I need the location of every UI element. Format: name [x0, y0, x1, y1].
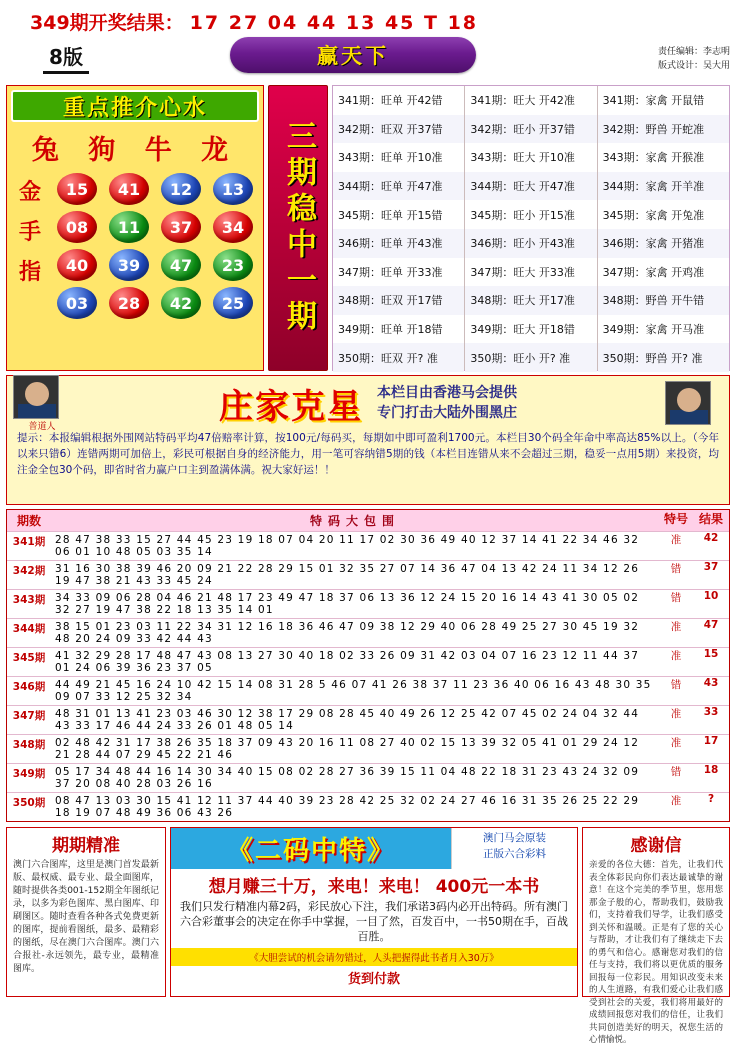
forecast-row: 341期：旺单 开42错 [338, 94, 443, 108]
forecast-col-animal [598, 86, 729, 370]
table-row [7, 589, 729, 618]
cell-period: 347期 [12, 710, 46, 722]
table-row [7, 734, 729, 763]
center-pay-note: 货到付款 [347, 972, 400, 987]
ball: 13 [213, 173, 253, 205]
ball: 11 [109, 211, 149, 243]
table-header-row [7, 510, 729, 531]
cell-result: 15 [703, 648, 719, 660]
cell-period: 345期 [12, 652, 46, 664]
cell-result: 33 [703, 706, 719, 718]
forecast-row: 350期：旺双 开? 准 [333, 343, 464, 372]
recommend-title: 重点推介心水 [62, 95, 207, 121]
ball: 12 [161, 173, 201, 205]
center-side-line2: 正版六合彩料 [483, 848, 546, 860]
cell-special: 错 [670, 563, 682, 575]
cell-special: 错 [670, 592, 682, 604]
cell-special: 准 [670, 795, 682, 807]
forecast-row: 342期：旺小 开37错 [465, 115, 596, 144]
table-row [7, 676, 729, 705]
header-row [6, 37, 730, 83]
bottom-col-right [582, 827, 730, 1045]
forecast-row: 348期：野兽 开牛错 [598, 286, 729, 315]
table-row [7, 531, 729, 560]
credit-designer: 版式设计：吴大用 [657, 61, 730, 71]
forecast-row: 341期：旺大 开42准 [470, 94, 575, 108]
avatar [13, 375, 59, 419]
cell-result: 17 [703, 735, 719, 747]
result-label: 349期开奖结果： [30, 12, 184, 34]
center-banner-side [451, 828, 577, 869]
ball: 47 [161, 249, 201, 281]
forecast-row: 343期：家禽 开猴准 [602, 151, 705, 165]
forecast-row: 347期：旺单 开33准 [338, 265, 443, 279]
promo-title [71, 379, 665, 428]
cell-numbers: 34 33 09 06 28 04 46 21 48 17 23 49 47 18 37 06 13 36 12 24 15 20 16 14 43 41 30 05 02 32 27 19 47 38 22 18 13 35 14 01 [55, 592, 640, 616]
cell-period: 350期 [12, 797, 46, 809]
center-banner [171, 828, 451, 869]
avatar-caption: 普道人 [28, 421, 56, 432]
forecast-row: 350期：旺小 开? 准 [465, 343, 596, 372]
ball: 28 [109, 287, 149, 319]
cell-numbers: 05 17 34 48 44 16 14 30 34 40 15 08 02 28 27 36 39 15 11 04 48 22 18 31 23 43 24 32 09 37 20 08 40 28 03 26 16 [55, 766, 640, 790]
table-row [7, 560, 729, 589]
forecast-row: 346期：旺单 开43准 [333, 229, 464, 258]
cell-numbers: 28 47 38 33 15 27 44 45 23 19 18 07 04 20 11 17 02 30 36 49 40 12 37 14 41 22 34 46 32 06 01 10 48 05 03 35 14 [55, 534, 640, 558]
table-row [7, 792, 729, 821]
table-row [7, 647, 729, 676]
center-body: 我们只发行精准内幕2码，彩民放心下注，我们承诺3码内必开出特码。所有澳门六合彩董事会的决定在你手中掌握，一目了然，百发百中，一书50期在手，百战百胜。 [180, 900, 568, 943]
cell-numbers: 08 47 13 03 30 15 41 12 11 37 44 40 39 23 28 42 25 32 02 24 27 46 16 31 35 26 25 22 29 18 19 07 48 49 36 06 43 26 [55, 795, 640, 819]
cell-special: 准 [670, 708, 682, 720]
cell-special: 准 [670, 621, 682, 633]
recommend-body [7, 169, 263, 325]
cell-result: 37 [703, 561, 719, 573]
cell-result: 47 [703, 619, 719, 631]
cell-numbers: 44 49 21 45 16 24 10 42 15 14 08 31 28 5 46 07 41 26 38 37 11 23 36 40 06 16 43 48 30 35 09 07 33 12 25 32 34 [55, 679, 652, 703]
col-header-period: 期数 [16, 514, 41, 528]
vertical-banner [268, 85, 328, 371]
ball: 25 [213, 287, 253, 319]
forecast-row: 342期：旺双 开37错 [333, 115, 464, 144]
ball: 34 [213, 211, 253, 243]
credit-editor: 责任编辑：李志明 [657, 47, 730, 57]
cell-result: 10 [703, 590, 719, 602]
cell-numbers: 41 32 29 28 17 48 47 43 08 13 27 30 40 18 02 33 26 09 31 42 03 04 07 16 23 12 11 44 37 01 24 06 39 36 23 37 05 [55, 650, 640, 674]
bottom-col-left [6, 827, 166, 997]
avatar-left-wrap [13, 375, 71, 432]
promo-title-sub [377, 383, 517, 423]
edition-label: 8版 [43, 41, 89, 74]
center-top-row [171, 828, 577, 869]
forecast-row: 345期：家禽 开兔准 [602, 208, 705, 222]
vertical-banner-text: 三期稳中一期 [281, 120, 316, 336]
forecast-row: 343期：旺大 开10准 [470, 151, 575, 165]
main-data-table [6, 509, 730, 822]
cell-special: 准 [670, 534, 682, 546]
ball: 39 [109, 249, 149, 281]
ball: 41 [109, 173, 149, 205]
forecast-row: 348期：旺双 开17错 [333, 286, 464, 315]
logo-wrap [126, 37, 580, 73]
cell-special: 准 [670, 737, 682, 749]
result-numbers: 17 27 04 44 13 45 T 18 [189, 12, 479, 34]
bottom-right-title: 感谢信 [630, 836, 682, 856]
center-side-line1: 澳门马会原装 [483, 832, 546, 844]
forecast-col-big-small [465, 86, 597, 370]
bottom-section [6, 827, 730, 1045]
cell-period: 343期 [12, 594, 46, 606]
forecast-row: 345期：旺小 开15准 [470, 208, 575, 222]
table-row [7, 763, 729, 792]
cell-period: 341期 [12, 536, 46, 548]
cell-numbers: 31 16 30 38 39 46 20 09 21 22 28 29 15 01 32 35 27 07 14 36 47 04 13 42 24 11 34 12 26 19 47 38 21 43 33 45 24 [55, 563, 640, 587]
center-foot-note: 《大胆尝试的机会请勿错过，人头把握得此书者月入30万》 [171, 948, 577, 966]
promo-top [7, 376, 729, 430]
center-headline: 想月赚三十万，来电！来电！ 400元一本书 [208, 877, 540, 897]
col-header-result: 结果 [698, 512, 723, 526]
forecast-row: 343期：旺单 开10准 [338, 151, 443, 165]
promo-title-main: 庄家克星 [219, 386, 363, 427]
forecast-row: 345期：旺单 开15错 [338, 208, 443, 222]
forecast-row: 347期：旺大 开33准 [470, 265, 575, 279]
forecast-columns [332, 85, 730, 371]
ball-grid [53, 169, 263, 325]
forecast-col-odd-even [333, 86, 465, 370]
masthead-logo [230, 37, 476, 73]
table-row [7, 618, 729, 647]
ball: 03 [57, 287, 97, 319]
ball: 15 [57, 173, 97, 205]
recommend-side-label: 金 手 指 [18, 180, 41, 285]
cell-numbers: 48 31 01 13 41 23 03 46 30 12 38 17 29 08 28 45 40 49 26 12 25 42 07 45 02 24 04 32 44 43 33 17 46 44 24 33 26 01 48 05 14 [55, 708, 640, 732]
forecast-row: 349期：旺单 开18错 [338, 323, 443, 337]
cell-period: 342期 [12, 565, 46, 577]
cell-special: 准 [670, 650, 682, 662]
col-header-special: 特号 [663, 512, 688, 526]
forecast-table [332, 85, 730, 371]
logo-text: 赢天下 [317, 44, 389, 68]
cell-period: 346期 [12, 681, 46, 693]
recommend-title-bar [11, 90, 259, 122]
col-header-numbers: 特码大包围 [309, 514, 400, 528]
cell-result: 18 [703, 764, 719, 776]
edition-wrap [6, 37, 126, 74]
upper-section [6, 85, 730, 371]
bottom-col-center [170, 827, 578, 997]
forecast-row: 346期：家禽 开猪准 [598, 229, 729, 258]
forecast-row: 341期：家禽 开鼠错 [602, 94, 705, 108]
forecast-row: 349期：旺大 开18错 [470, 323, 575, 337]
cell-period: 348期 [12, 739, 46, 751]
forecast-row: 350期：野兽 开? 准 [598, 343, 729, 372]
cell-result: ? [707, 793, 715, 805]
forecast-row: 349期：家禽 开马准 [602, 323, 705, 337]
promo-text: 提示：本报编辑根据外围网站特码平均47倍赔率计算，按100元/每码买，每期如中即可盈利1700元。本栏目30个码全年命中率高达85%以上。（今年以来只错6）连错两期可加倍上，彩民可根据自身的经济能力，用一笔可容纳错5期的钱（本栏目连错从来不会超过三期，稳妥一点用5期）来投资，均注金全包30个码，即省时省力赢户口主到盈满体满。祝大家好运！！ [17, 432, 719, 476]
ball: 23 [213, 249, 253, 281]
vertical-banner-col [268, 85, 328, 371]
ball: 40 [57, 249, 97, 281]
cell-period: 344期 [12, 623, 46, 635]
center-banner-title: 《二码中特》 [226, 836, 395, 866]
ball: 08 [57, 211, 97, 243]
forecast-row: 342期：野兽 开蛇准 [598, 115, 729, 144]
forecast-row: 344期：家禽 开羊准 [598, 172, 729, 201]
bottom-left-text: 澳门六合图库，这里是澳门首发最新版、最权威、最专业、最全面图库，随时提供各类001-152期全年图纸记录，以多为彩色图库、黑白图库、印刷图区。随时查看各种各式免费更新的图库，提前看图纸，最多、最精彩的图纸，尽在澳门六合图库。澳门六合报社-永远领先，最专业，最精准图库。 [13, 860, 159, 974]
cell-result: 43 [703, 677, 719, 689]
ball: 37 [161, 211, 201, 243]
cell-special: 错 [670, 679, 682, 691]
credits [580, 37, 730, 73]
ball: 42 [161, 287, 201, 319]
avatar [665, 381, 711, 425]
promo-sub-line1: 本栏目由香港马会提供 [377, 385, 517, 401]
recommend-animals: 兔 狗 牛 龙 [31, 135, 239, 166]
forecast-row: 347期：家禽 开鸡准 [602, 265, 705, 279]
promo-section [6, 375, 730, 505]
cell-special: 错 [670, 766, 682, 778]
cell-result: 42 [703, 532, 719, 544]
cell-numbers: 38 15 01 23 03 11 22 34 31 12 16 18 36 46 47 09 38 12 29 40 06 28 49 25 27 30 45 19 32 48 20 24 09 33 42 44 43 [55, 621, 640, 645]
promo-sub-line2: 专门打击大陆外围黑庄 [377, 405, 517, 421]
forecast-row: 348期：旺大 开17准 [465, 286, 596, 315]
bottom-left-title: 期期精准 [52, 836, 120, 856]
result-headline [6, 4, 730, 37]
forecast-row: 344期：旺大 开47准 [465, 172, 596, 201]
forecast-row: 344期：旺单 开47准 [333, 172, 464, 201]
cell-period: 349期 [12, 768, 46, 780]
recommend-panel [6, 85, 264, 371]
forecast-row: 346期：旺小 开43准 [465, 229, 596, 258]
center-banner-wrap [171, 828, 451, 869]
cell-numbers: 02 48 42 31 17 38 26 35 18 37 09 43 20 16 11 08 27 40 02 15 13 39 32 05 41 01 29 24 12 21 28 44 07 29 45 22 21 46 [55, 737, 640, 761]
bottom-right-text: 亲爱的各位大德：首先，让我们代表全体彩民向你们表达最诚挚的谢意！在这个完美的季节里，您用您那金子般的心，帮助我们，鼓励我们，支持着我们导学，让我们感受到关怀和温暖。正是有了您的关心与帮助，才让我们有了继续走下去的勇气和信心。感谢您对我们的信任与支持，我们将以更优质的服务回报每一位彩民。用知识改变未来的人生道路，有我们爱心让我们感受到社会的关爱，我们将用最好的成绩回报您对我们的信任，让我们共同创造美好的明天，祝您生活的心情愉悦。 [589, 860, 723, 1045]
avatar-right-wrap [665, 381, 723, 425]
table-row [7, 705, 729, 734]
